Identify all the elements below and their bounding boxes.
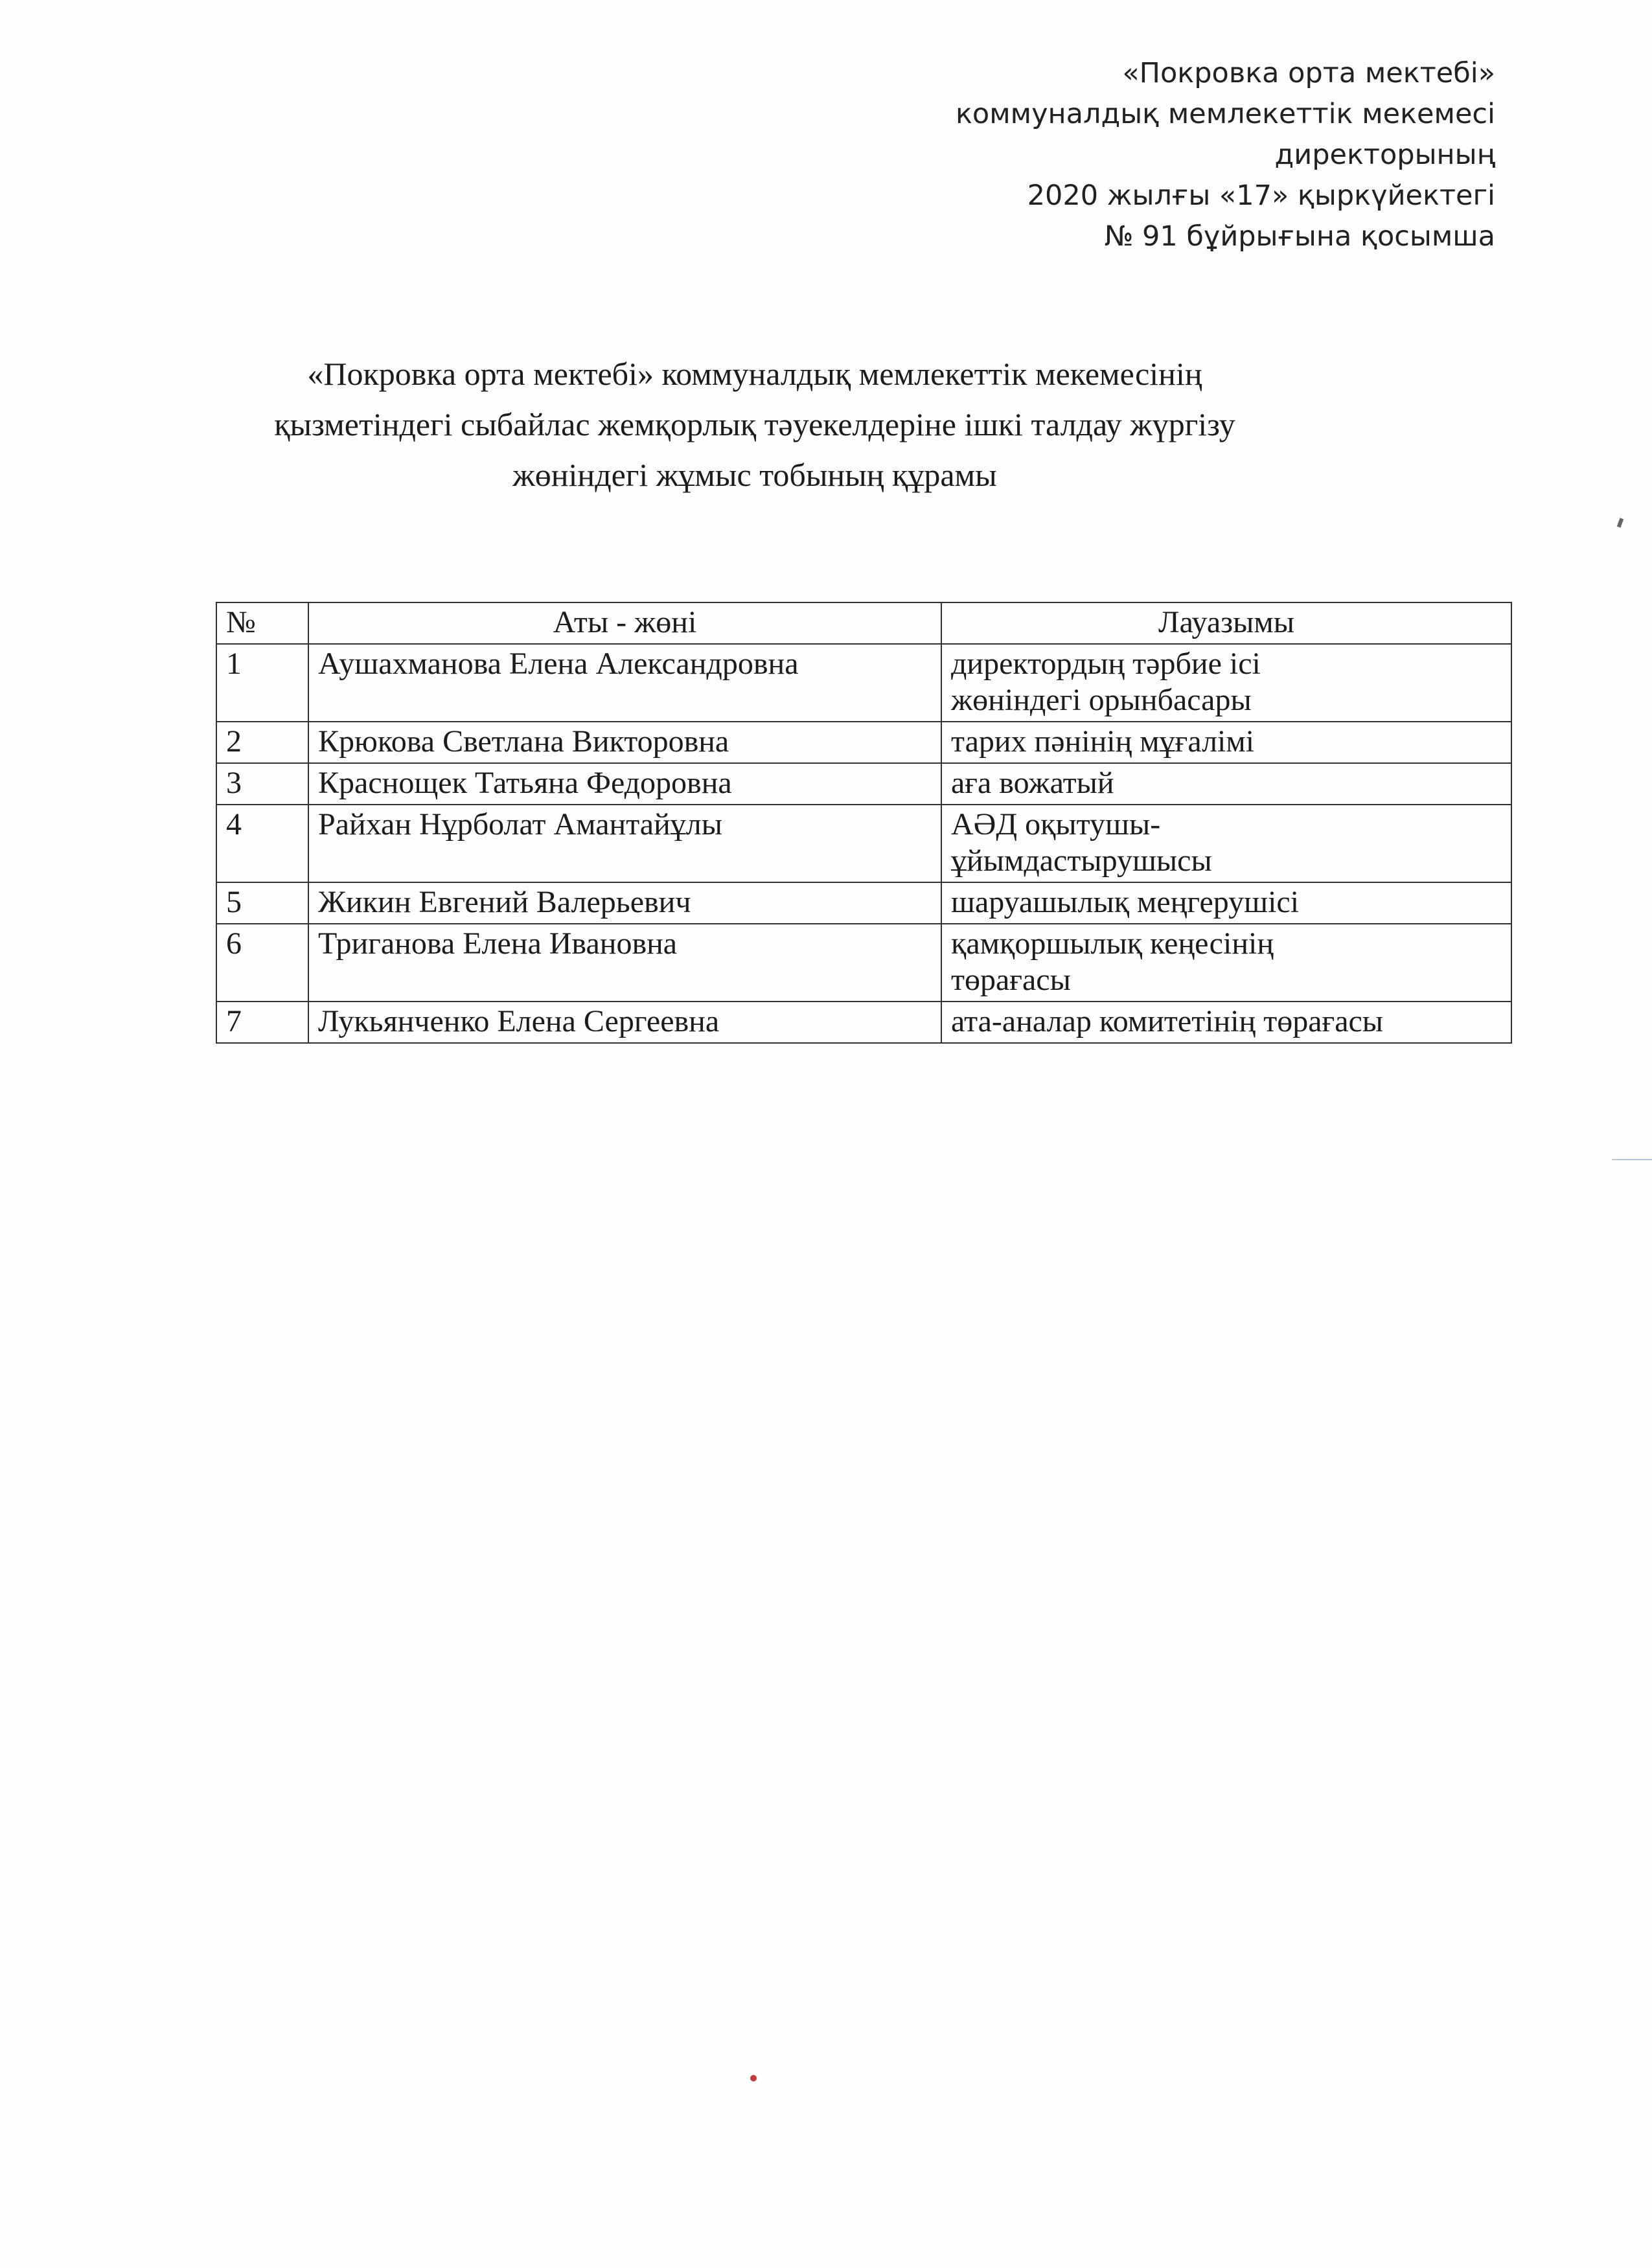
position-line: жөніндегі орынбасары	[951, 683, 1252, 717]
position-line: АӘД оқытушы-	[951, 807, 1161, 842]
title-line: қызметіндегі сыбайлас жемқорлық тәуекелдеріне ішкі талдау жүргізу	[274, 406, 1235, 442]
row-full-name: Аушахманова Елена Александровна	[308, 644, 941, 722]
title-line: жөніндегі жұмыс тобының құрамы	[512, 457, 997, 493]
header-line: № 91 бұйрығына қосымша	[1104, 220, 1495, 253]
row-position	[941, 882, 1511, 924]
header-number: №	[216, 602, 308, 644]
row-number: 2	[216, 722, 308, 763]
title-line: «Покровка орта мектебі» коммуналдық мемлекеттік мекемесінің	[307, 356, 1202, 392]
row-number: 6	[216, 924, 308, 1002]
table-row	[216, 924, 1511, 1002]
row-full-name: Крюкова Светлана Викторовна	[308, 722, 941, 763]
position-line: директордың тәрбие ісі	[951, 647, 1261, 681]
scan-speck	[1617, 518, 1623, 527]
header-line: 2020 жылғы «17» қыркүйектегі	[1027, 179, 1495, 212]
row-number: 1	[216, 644, 308, 722]
row-full-name: Краснощек Татьяна Федоровна	[308, 763, 941, 805]
position-line: төрағасы	[951, 963, 1071, 997]
document-title	[130, 349, 1380, 500]
position-line: ата-аналар комитетінің төрағасы	[951, 1004, 1384, 1038]
row-position	[941, 805, 1511, 882]
row-position	[941, 1002, 1511, 1043]
position-line: шаруашылық меңгерушісі	[951, 885, 1300, 919]
order-appendix-header	[653, 53, 1495, 257]
row-position	[941, 644, 1511, 722]
row-position	[941, 924, 1511, 1002]
table-row	[216, 805, 1511, 882]
position-line: аға вожатый	[951, 766, 1114, 800]
row-number: 5	[216, 882, 308, 924]
table-row	[216, 763, 1511, 805]
table-row	[216, 1002, 1511, 1043]
row-full-name: Жикин Евгений Валерьевич	[308, 882, 941, 924]
row-number: 4	[216, 805, 308, 882]
table-row	[216, 882, 1511, 924]
row-number: 3	[216, 763, 308, 805]
row-position	[941, 722, 1511, 763]
row-full-name: Лукьянченко Елена Сергеевна	[308, 1002, 941, 1043]
header-position: Лауазымы	[941, 602, 1511, 644]
position-line: тарих пәнінің мұғалімі	[951, 724, 1255, 759]
table-row	[216, 722, 1511, 763]
position-line: ұйымдастырушысы	[951, 843, 1212, 878]
table-header-row	[216, 602, 1511, 644]
working-group-table	[216, 602, 1512, 1044]
row-number: 7	[216, 1002, 308, 1043]
table-row	[216, 644, 1511, 722]
row-full-name: Райхан Нұрболат Амантайұлы	[308, 805, 941, 882]
scan-edge-line	[1612, 1159, 1652, 1160]
scan-dot	[750, 2075, 757, 2081]
header-line: коммуналдық мемлекеттік мекемесі	[955, 98, 1495, 130]
working-group-table-wrapper	[216, 602, 1511, 1044]
header-line: директорының	[1274, 139, 1495, 171]
position-line: қамқоршылық кеңесінің	[951, 926, 1274, 961]
row-position	[941, 763, 1511, 805]
header-line: «Покровка орта мектебі»	[1122, 57, 1495, 89]
row-full-name: Триганова Елена Ивановна	[308, 924, 941, 1002]
header-full-name: Аты - жөні	[308, 602, 941, 644]
